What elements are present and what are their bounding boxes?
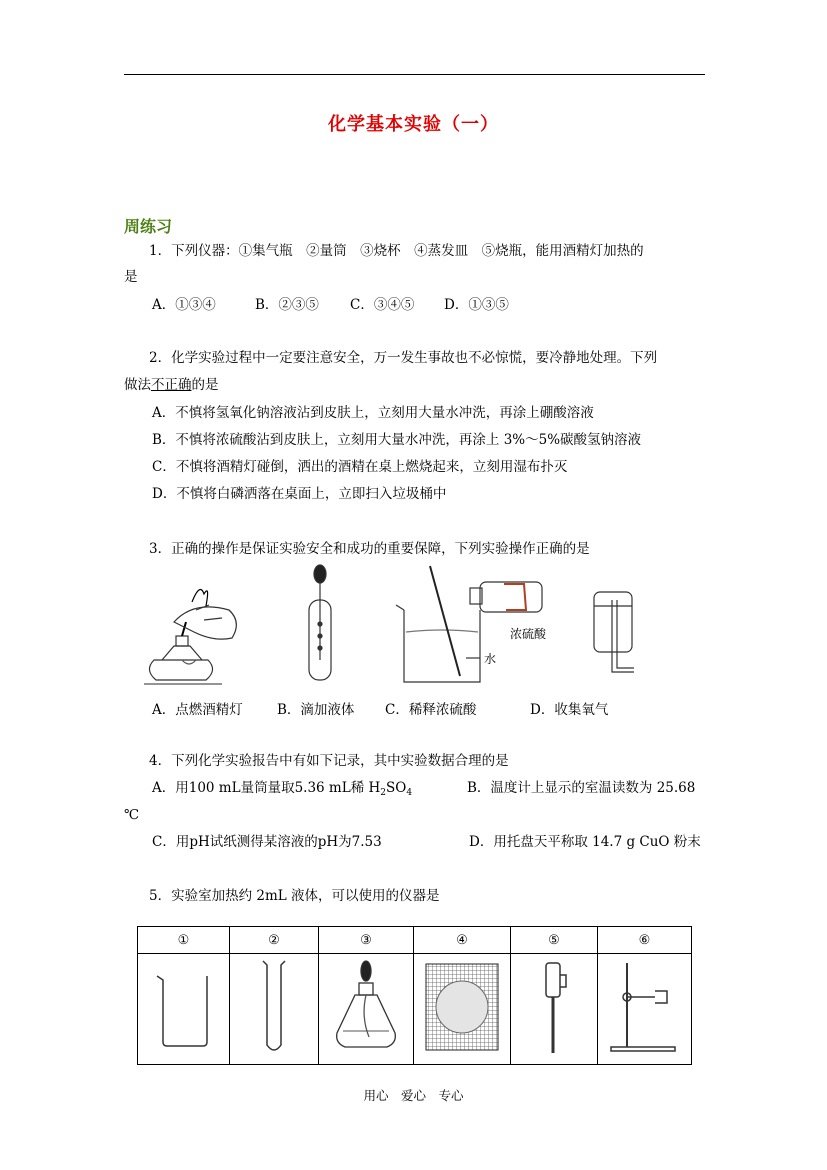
test-tube-holder-cell <box>511 954 598 1065</box>
beaker-cell <box>138 954 230 1065</box>
q1-option-c: C．③④⑤ <box>350 297 415 313</box>
iron-stand-cell <box>598 954 692 1065</box>
q4-option-a-text: A．用100 mL量筒量取5.36 mL稀 H <box>152 780 381 796</box>
alcohol-lamp-cell <box>319 954 414 1065</box>
q1-option-d: D．①③⑤ <box>444 297 509 313</box>
q2-stem-text-b: 的是 <box>191 377 219 393</box>
test-tube-cell <box>230 954 319 1065</box>
q1-stem-line2: 是 <box>124 269 138 285</box>
acid-label: 浓硫酸 <box>510 627 547 641</box>
q4-option-b: B．温度计上显示的室温读数为 25.68 <box>467 780 696 796</box>
asbestos-gauze-icon <box>424 962 500 1052</box>
gas-collection-figure-d <box>594 592 634 672</box>
test-tube-holder-icon <box>534 957 574 1057</box>
q2-option-d: D．不慎将白磷洒落在桌面上，立即扫入垃圾桶中 <box>152 486 447 502</box>
q5-header-3: ③ <box>319 927 414 954</box>
q5-apparatus-table <box>137 926 692 1065</box>
q3-option-a: A．点燃酒精灯 <box>152 702 243 718</box>
water-label: 水 <box>484 652 497 666</box>
q2-option-b: B．不慎将浓硫酸沾到皮肤上，立刻用大量水冲洗，再涂上 3%～5%碳酸氢钠溶液 <box>152 432 642 448</box>
q4-option-d: D．用托盘天平称取 14.7 g CuO 粉末 <box>469 834 701 850</box>
q4-option-a <box>152 779 412 802</box>
q1-stem-line1: 1．下列仪器：①集气瓶 ②量筒 ③烧杯 ④蒸发皿 ⑤烧瓶，能用酒精灯加热的 <box>149 243 644 259</box>
q4-option-c: C．用pH试纸测得某溶液的pH为7.53 <box>152 834 382 850</box>
q3-stem: 3．正确的操作是保证实验安全和成功的重要保障，下列实验操作正确的是 <box>149 541 590 557</box>
q5-stem: 5．实验室加热约 2mL 液体，可以使用的仪器是 <box>149 888 440 904</box>
q3-option-b: B．滴加液体 <box>277 702 355 718</box>
alcohol-lamp-figure-a <box>144 590 236 685</box>
q5-header-row <box>138 927 692 954</box>
q5-header-2: ② <box>230 927 319 954</box>
q1-option-a: A．①③④ <box>152 297 216 313</box>
dropper-tube-figure-b <box>309 565 331 680</box>
beaker-icon <box>149 962 219 1052</box>
q5-header-6: ⑥ <box>598 927 692 954</box>
page-footer: 用心 爱心 专心 <box>363 1088 464 1103</box>
q3-option-d: D．收集氧气 <box>530 702 609 718</box>
q4-option-b-unit: ℃ <box>124 807 140 823</box>
q2-option-a: A．不慎将氢氧化钠溶液沾到皮肤上，立刻用大量水冲洗，再涂上硼酸溶液 <box>152 405 594 421</box>
q2-option-c: C．不慎将酒精灯碰倒，洒出的酒精在桌上燃烧起来，立刻用湿布扑灭 <box>152 459 568 475</box>
asbestos-gauze-cell <box>414 954 511 1065</box>
section-heading: 周练习 <box>124 217 173 236</box>
q1-option-b: B．②③⑤ <box>255 297 319 313</box>
q5-picture-row <box>138 954 692 1065</box>
q4-option-a-sub2: 4 <box>406 788 413 798</box>
q2-stem-line1: 2．化学实验过程中一定要注意安全，万一发生事故也不必惊慌，要冷静地处理。下列 <box>149 350 658 366</box>
q4-stem: 4．下列化学实验报告中有如下记录，其中实验数据合理的是 <box>149 753 509 769</box>
iron-stand-icon <box>605 957 685 1057</box>
q2-stem-text-a: 做法 <box>124 377 151 393</box>
header-rule <box>124 74 705 75</box>
q5-header-4: ④ <box>414 927 511 954</box>
q3-figures <box>134 560 644 688</box>
q2-stem-underlined: 不正确 <box>151 377 192 393</box>
q3-option-c: C．稀释浓硫酸 <box>385 702 477 718</box>
alcohol-lamp-icon <box>331 957 401 1057</box>
q5-header-5: ⑤ <box>511 927 598 954</box>
q5-header-1: ① <box>138 927 230 954</box>
page-title: 化学基本实验（一） <box>328 114 499 135</box>
q2-stem-line2 <box>124 376 219 394</box>
q4-option-a-mid: SO <box>386 780 407 796</box>
q4-option-a-sub1: 2 <box>380 788 386 798</box>
dilute-acid-figure-c <box>396 566 542 682</box>
test-tube-icon <box>249 957 299 1057</box>
